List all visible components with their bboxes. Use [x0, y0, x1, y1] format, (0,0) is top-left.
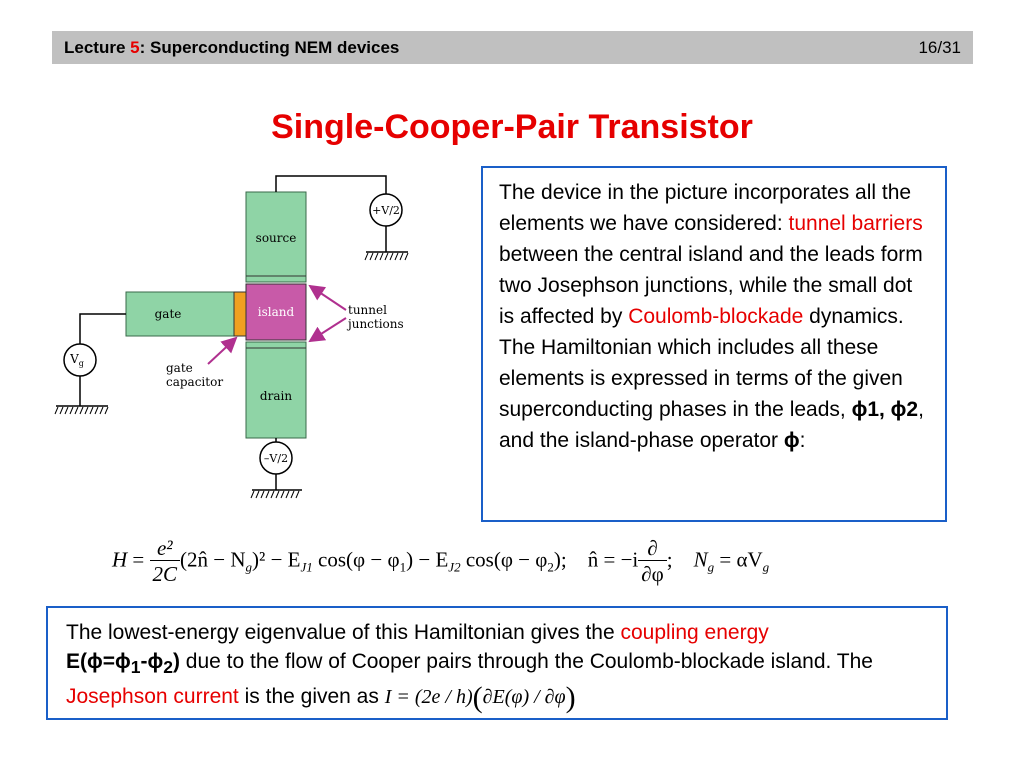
energy-expression: $E(\phi=\phi_1-\phi_2)$ — [66, 650, 180, 678]
vminus-label: –V/2 — [263, 452, 289, 465]
coupling-energy-box: The lowest-energy eigenvalue of this Hamiltonian gives the coupling energy $E(\phi=\phi_1-\phi_2)$ due to the flow of Cooper pairs through the Coulomb-blockade island. The Josephson current is the given as I = (2e / h)(∂E(φ) / ∂φ) — [46, 606, 948, 720]
gate-cap-label-1: gate — [166, 361, 193, 375]
description-box: The device in the picture incorporates all the elements we have considered: tunnel barriers between the central island and the leads form two Josephson junctions, while the small dot is affected by Coulomb-blockade dynamics. The Hamiltonian which includes all these elements is expressed in terms of the given superconducting phases in the leads, ϕ1, ϕ2, and the island-phase operator ϕ: — [481, 166, 947, 522]
tunnel-barriers-highlight: tunnel barriers — [788, 212, 923, 235]
header-bar — [52, 31, 973, 64]
josephson-current-equation: I = (2e / h)(∂E(φ) / ∂φ) — [384, 681, 576, 715]
gate-cap-label-2: capacitor — [166, 375, 224, 389]
lecture-number: 5 — [130, 38, 140, 57]
tunnel-arrow-bottom — [310, 318, 346, 341]
island-label: island — [257, 305, 295, 319]
tunnel-arrow-top — [310, 286, 346, 310]
page-number: 16/31 — [918, 38, 961, 57]
gate-label: gate — [154, 307, 182, 321]
slide-title: Single-Cooper-Pair Transistor — [271, 108, 753, 146]
tunnel-label-1: tunnel — [348, 303, 387, 317]
lecture-title: Lecture 5: Superconducting NEM devices — [64, 38, 400, 57]
tunnel-label-2: junctions — [348, 317, 404, 331]
coulomb-blockade-highlight: Coulomb-blockade — [628, 305, 804, 328]
josephson-current-highlight: Josephson current — [66, 685, 239, 709]
gate-cap-arrow — [208, 338, 236, 364]
source-label: source — [255, 231, 297, 245]
coupling-energy-highlight: coupling energy — [620, 621, 769, 644]
drain-label: drain — [259, 389, 293, 403]
transistor-diagram — [40, 168, 440, 508]
hamiltonian-equation: H = $\frac{\text{e²}}{2C}$ (2n̂ − $N_g)^2 - E_{J1}$ $\cos(\varphi - \varphi_1) - E_{J2}$ $\cos(\varphi - \varphi_2)$; n̂ = −i ∂ ∂φ ; $N_g = \alpha V_g$ — [112, 536, 770, 586]
vg-label: $V_g$ — [70, 352, 84, 368]
gate-capacitor — [234, 292, 246, 336]
vplus-label: +V/2 — [372, 204, 400, 217]
